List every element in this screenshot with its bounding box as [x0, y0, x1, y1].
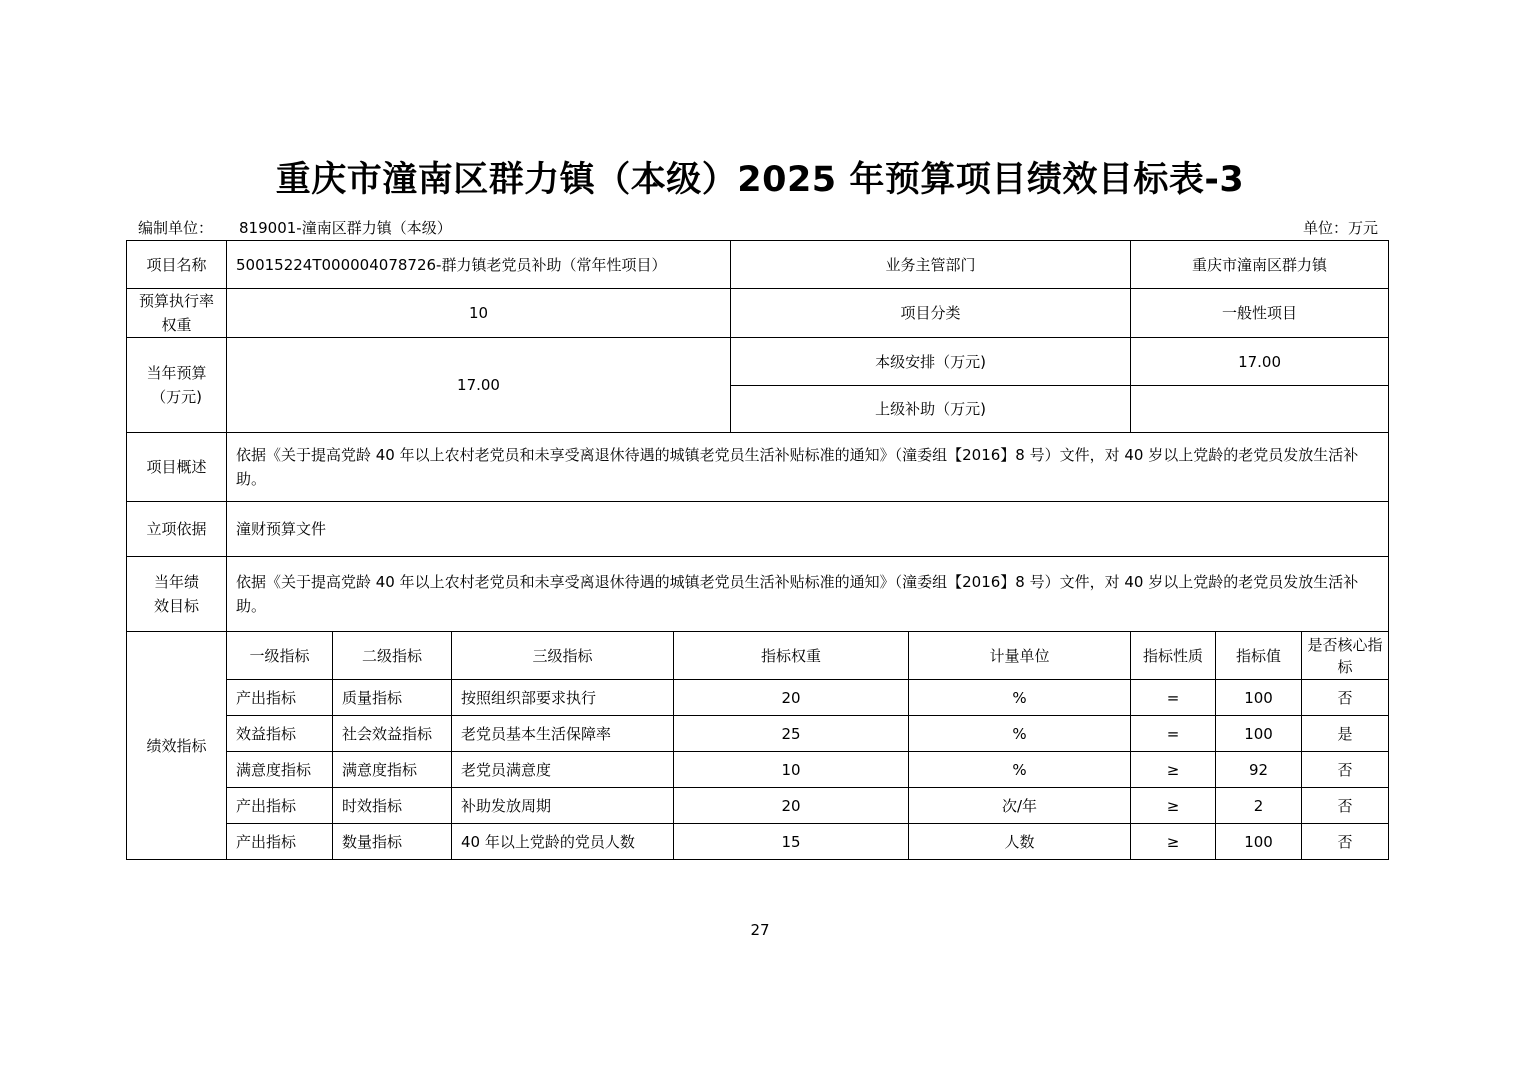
basis-value: 潼财预算文件	[227, 502, 1389, 557]
indicator-unit: 人数	[909, 824, 1131, 860]
indicator-unit: %	[909, 680, 1131, 716]
weight-label: 预算执行率权重	[127, 289, 227, 338]
indicator-level3: 按照组织部要求执行	[452, 680, 674, 716]
weight-value: 10	[227, 289, 731, 338]
compiling-unit-label: 编制单位：	[138, 219, 214, 237]
budget-label: 当年预算（万元)	[127, 338, 227, 433]
indicator-weight: 20	[674, 788, 909, 824]
dept-value: 重庆市潼南区群力镇	[1131, 241, 1389, 289]
indicator-level3: 40 年以上党龄的党员人数	[452, 824, 674, 860]
indicator-level1: 产出指标	[227, 824, 333, 860]
indicator-level2: 满意度指标	[333, 752, 452, 788]
table-row	[127, 824, 1389, 860]
category-label: 项目分类	[731, 289, 1131, 338]
table-row	[127, 680, 1389, 716]
currency-unit: 单位：万元	[1302, 219, 1378, 237]
goal-value: 依据《关于提高党龄 40 年以上农村老党员和未享受离退休待遇的城镇老党员生活补贴标准的通知》（潼委组【2016】8 号）文件，对 40 岁以上党龄的老党员发放生活补助。	[227, 557, 1389, 632]
project-name-value: 50015224T000004078726-群力镇老党员补助（常年性项目）	[227, 241, 731, 289]
indicator-header: 指标权重	[674, 632, 909, 680]
indicator-header: 指标值	[1216, 632, 1302, 680]
basis-label: 立项依据	[127, 502, 227, 557]
indicator-nature: =	[1131, 680, 1216, 716]
indicator-core: 否	[1302, 824, 1389, 860]
indicator-nature: =	[1131, 716, 1216, 752]
indicator-unit: %	[909, 716, 1131, 752]
indicator-header: 一级指标	[227, 632, 333, 680]
overview-label: 项目概述	[127, 433, 227, 502]
project-name-label: 项目名称	[127, 241, 227, 289]
indicator-level1: 产出指标	[227, 788, 333, 824]
indicator-header: 计量单位	[909, 632, 1131, 680]
page-number: 27	[750, 921, 770, 939]
performance-table	[126, 240, 1389, 860]
indicator-weight: 25	[674, 716, 909, 752]
indicator-value: 100	[1216, 680, 1302, 716]
indicator-value: 100	[1216, 824, 1302, 860]
indicator-weight: 20	[674, 680, 909, 716]
indicator-value: 92	[1216, 752, 1302, 788]
compiling-unit	[138, 217, 452, 238]
indicator-unit: 次/年	[909, 788, 1131, 824]
upper-subsidy-value	[1131, 386, 1389, 433]
indicator-weight: 15	[674, 824, 909, 860]
indicator-level1: 产出指标	[227, 680, 333, 716]
table-row	[127, 788, 1389, 824]
indicator-core: 是	[1302, 716, 1389, 752]
local-arrangement-value: 17.00	[1131, 338, 1389, 386]
indicator-unit: %	[909, 752, 1131, 788]
indicator-header: 是否核心指标	[1302, 632, 1389, 680]
table-row	[127, 752, 1389, 788]
indicator-header-row	[127, 632, 1389, 680]
local-arrangement-label: 本级安排（万元)	[731, 338, 1131, 386]
dept-label: 业务主管部门	[731, 241, 1131, 289]
indicator-header: 指标性质	[1131, 632, 1216, 680]
budget-value: 17.00	[227, 338, 731, 433]
indicator-level2: 时效指标	[333, 788, 452, 824]
indicator-level3: 补助发放周期	[452, 788, 674, 824]
indicator-level2: 质量指标	[333, 680, 452, 716]
indicator-weight: 10	[674, 752, 909, 788]
indicator-label: 绩效指标	[127, 632, 227, 860]
indicator-level1: 满意度指标	[227, 752, 333, 788]
indicator-header: 三级指标	[452, 632, 674, 680]
category-value: 一般性项目	[1131, 289, 1389, 338]
indicator-level1: 效益指标	[227, 716, 333, 752]
overview-value: 依据《关于提高党龄 40 年以上农村老党员和未享受离退休待遇的城镇老党员生活补贴标准的通知》（潼委组【2016】8 号）文件，对 40 岁以上党龄的老党员发放生活补助。	[227, 433, 1389, 502]
indicator-core: 否	[1302, 680, 1389, 716]
table-row	[127, 716, 1389, 752]
indicator-level2: 社会效益指标	[333, 716, 452, 752]
indicator-level3: 老党员基本生活保障率	[452, 716, 674, 752]
indicator-level3: 老党员满意度	[452, 752, 674, 788]
indicator-value: 2	[1216, 788, 1302, 824]
indicator-nature: ≥	[1131, 824, 1216, 860]
indicator-header: 二级指标	[333, 632, 452, 680]
upper-subsidy-label: 上级补助（万元)	[731, 386, 1131, 433]
indicator-core: 否	[1302, 752, 1389, 788]
indicator-level2: 数量指标	[333, 824, 452, 860]
compiling-unit-value: 819001-潼南区群力镇（本级）	[239, 219, 452, 237]
indicator-core: 否	[1302, 788, 1389, 824]
indicator-value: 100	[1216, 716, 1302, 752]
indicator-nature: ≥	[1131, 788, 1216, 824]
page-title: 重庆市潼南区群力镇（本级）2025 年预算项目绩效目标表-3	[275, 160, 1245, 200]
goal-label: 当年绩效目标	[127, 557, 227, 632]
indicator-nature: ≥	[1131, 752, 1216, 788]
